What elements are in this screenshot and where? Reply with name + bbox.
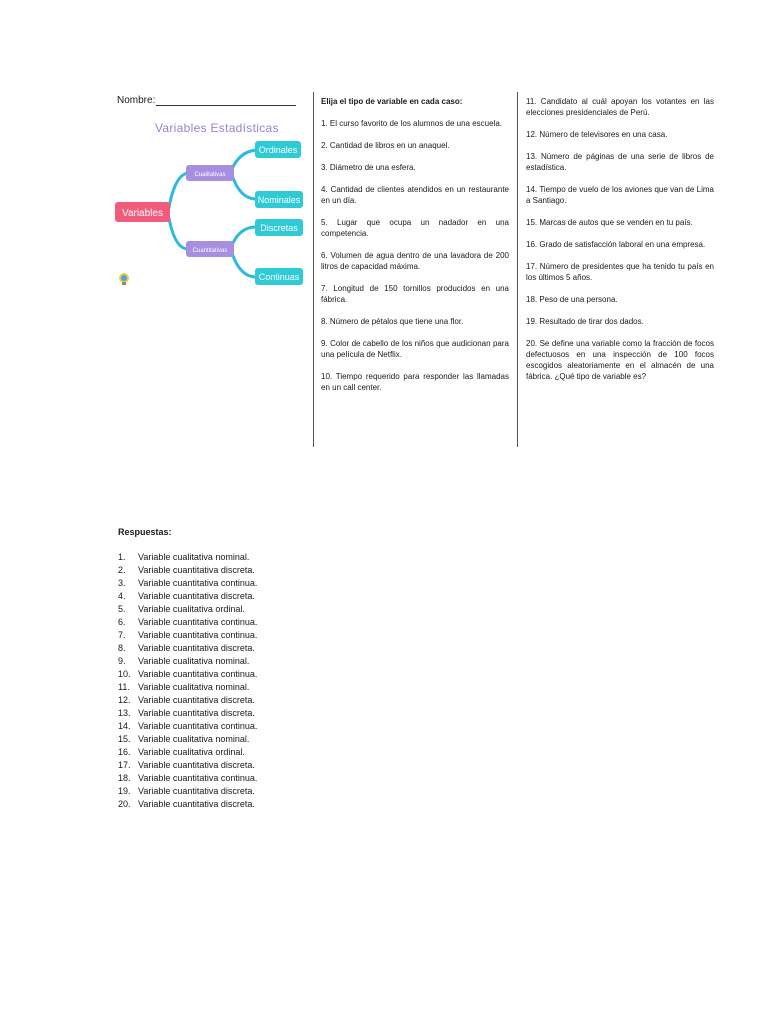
mindmap-root-node (115, 202, 170, 222)
answer-item (118, 616, 257, 629)
answer-text: Variable cualitativa nominal. (138, 734, 250, 744)
questions-column-1 (321, 96, 509, 404)
answer-text: Variable cuantitativa continua. (138, 578, 258, 588)
answers-title: Respuestas: (118, 527, 172, 537)
answer-item (118, 746, 257, 759)
answer-text: Variable cuantitativa continua. (138, 669, 258, 679)
answers-list (118, 551, 257, 811)
answer-text: Variable cuantitativa discreta. (138, 695, 255, 705)
exercise-heading: Elija el tipo de variable en cada caso: (321, 97, 463, 106)
answer-text: Variable cualitativa nominal. (138, 552, 250, 562)
questions-column-2 (526, 96, 714, 393)
answer-item (118, 733, 257, 746)
answer-text: Variable cualitativa nominal. (138, 682, 250, 692)
question-item: 8. Número de pétalos que tiene una flor. (321, 317, 464, 326)
node-nominales: Nominales (257, 195, 301, 205)
mindmap-branch-cualitativas (186, 165, 234, 181)
question-item: 12. Número de televisores en una casa. (526, 130, 668, 139)
answer-text: Variable cualitativa nominal. (138, 656, 250, 666)
answer-number: 9. (118, 656, 126, 666)
question-item: 9. Color de cabello de los niños que audicionan para una película de Netflix. (321, 339, 509, 359)
connector-root-cuantitativas (168, 213, 188, 249)
node-ordinales: Ordinales (258, 145, 298, 155)
node-variables: Variables (122, 208, 163, 219)
answer-text: Variable cuantitativa continua. (138, 617, 258, 627)
lightbulb-icon (119, 273, 129, 285)
answer-text: Variable cuantitativa continua. (138, 721, 258, 731)
node-discretas: Discretas (260, 223, 298, 233)
question-item: 1. El curso favorito de los alumnos de una escuela. (321, 119, 502, 128)
answer-number: 11. (118, 682, 130, 692)
answer-number: 14. (118, 721, 131, 731)
answer-number: 2. (118, 565, 126, 575)
question-item: 11. Candidato al cuál apoyan los votantes en las elecciones presidenciales de Perú. (526, 97, 714, 117)
answer-item (118, 642, 257, 655)
question-item: 4. Cantidad de clientes atendidos en un restaurante en un día. (321, 185, 509, 205)
answer-item (118, 629, 257, 642)
answer-number: 1. (118, 552, 126, 562)
answer-number: 10. (118, 669, 131, 679)
node-continuas: Continuas (258, 272, 300, 282)
answer-number: 13. (118, 708, 131, 718)
mindmap-leaf-discretas (255, 219, 303, 236)
connector-discretas (232, 227, 256, 245)
answer-text: Variable cualitativa ordinal. (138, 747, 245, 757)
answer-number: 6. (118, 617, 126, 627)
answer-text: Variable cuantitativa discreta. (138, 799, 255, 809)
column-divider-left (313, 92, 314, 447)
answer-item (118, 798, 257, 811)
question-item: 17. Número de presidentes que ha tenido tu país en los últimos 5 años. (526, 262, 714, 282)
question-item: 10. Tiempo requerido para responder las llamadas en un call center. (321, 372, 509, 392)
question-item: 3. Diámetro de una esfera. (321, 163, 416, 172)
mindmap-leaf-continuas (255, 268, 303, 285)
mindmap-branch-cuantitativas (186, 241, 234, 257)
connector-nominales (232, 175, 256, 199)
answer-item (118, 577, 257, 590)
answer-number: 20. (118, 799, 131, 809)
answer-number: 16. (118, 747, 131, 757)
answer-item (118, 772, 257, 785)
answer-item (118, 655, 257, 668)
answer-text: Variable cuantitativa continua. (138, 630, 258, 640)
question-item: 19. Resultado de tirar dos dados. (526, 317, 644, 326)
answer-text: Variable cuantitativa discreta. (138, 760, 255, 770)
answer-number: 5. (118, 604, 126, 614)
node-cuantitativas: Cuantitativas (192, 248, 228, 254)
answer-item (118, 681, 257, 694)
question-item: 7. Longitud de 150 tornillos producidos en una fábrica. (321, 284, 509, 304)
connector-ordinales (232, 150, 257, 169)
answer-text: Variable cuantitativa discreta. (138, 708, 255, 718)
answer-number: 7. (118, 630, 126, 640)
name-label: Nombre: (117, 95, 156, 106)
answer-item (118, 590, 257, 603)
node-cualitativas: Cualitativas (194, 172, 226, 178)
answer-text: Variable cuantitativa discreta. (138, 591, 255, 601)
mindmap-leaf-ordinales (255, 141, 301, 158)
answer-item (118, 564, 257, 577)
answer-number: 12. (118, 695, 131, 705)
answer-item (118, 759, 257, 772)
answer-text: Variable cuantitativa discreta. (138, 565, 255, 575)
column-divider-right (517, 92, 518, 447)
answer-item (118, 668, 257, 681)
question-item: 16. Grado de satisfacción laboral en una empresa. (526, 240, 706, 249)
question-item: 6. Volumen de agua dentro de una lavadora de 200 litros de capacidad máxima. (321, 251, 509, 271)
answer-number: 17. (118, 760, 131, 770)
question-item: 14. Tiempo de vuelo de los aviones que van de Lima a Santiago. (526, 185, 714, 205)
answer-item (118, 707, 257, 720)
answer-item (118, 785, 257, 798)
answer-text: Variable cuantitativa discreta. (138, 786, 255, 796)
mindmap-title: Variables Estadísticas (155, 121, 279, 135)
answer-number: 15. (118, 734, 131, 744)
question-item: 15. Marcas de autos que se venden en tu país. (526, 218, 693, 227)
question-item: 18. Peso de una persona. (526, 295, 618, 304)
answer-text: Variable cualitativa ordinal. (138, 604, 245, 614)
answer-item (118, 551, 257, 564)
answer-item (118, 720, 257, 733)
question-item: 2. Cantidad de libros en un anaquel. (321, 141, 450, 150)
answer-number: 4. (118, 591, 126, 601)
mindmap-leaf-nominales (255, 191, 303, 208)
answer-number: 3. (118, 578, 126, 588)
answer-item (118, 694, 257, 707)
name-field-line (156, 105, 296, 106)
answer-number: 19. (118, 786, 131, 796)
mindmap-diagram (110, 115, 310, 300)
answer-number: 18. (118, 773, 131, 783)
connector-root-cualitativas (168, 173, 188, 213)
answer-number: 8. (118, 643, 126, 653)
question-item: 5. Lugar que ocupa un nadador en una competencia. (321, 218, 509, 238)
connector-continuas (232, 253, 256, 277)
answer-text: Variable cuantitativa continua. (138, 773, 258, 783)
question-item: 13. Número de páginas de una serie de libros de estadística. (526, 152, 714, 172)
answer-item (118, 603, 257, 616)
answer-text: Variable cuantitativa discreta. (138, 643, 255, 653)
question-item: 20. Se define una variable como la fracción de focos defectuosos en una inspección de 100 focos escogidos aleatoriamente en el almacén de una fábrica. ¿Qué tipo de variable es? (526, 339, 714, 381)
